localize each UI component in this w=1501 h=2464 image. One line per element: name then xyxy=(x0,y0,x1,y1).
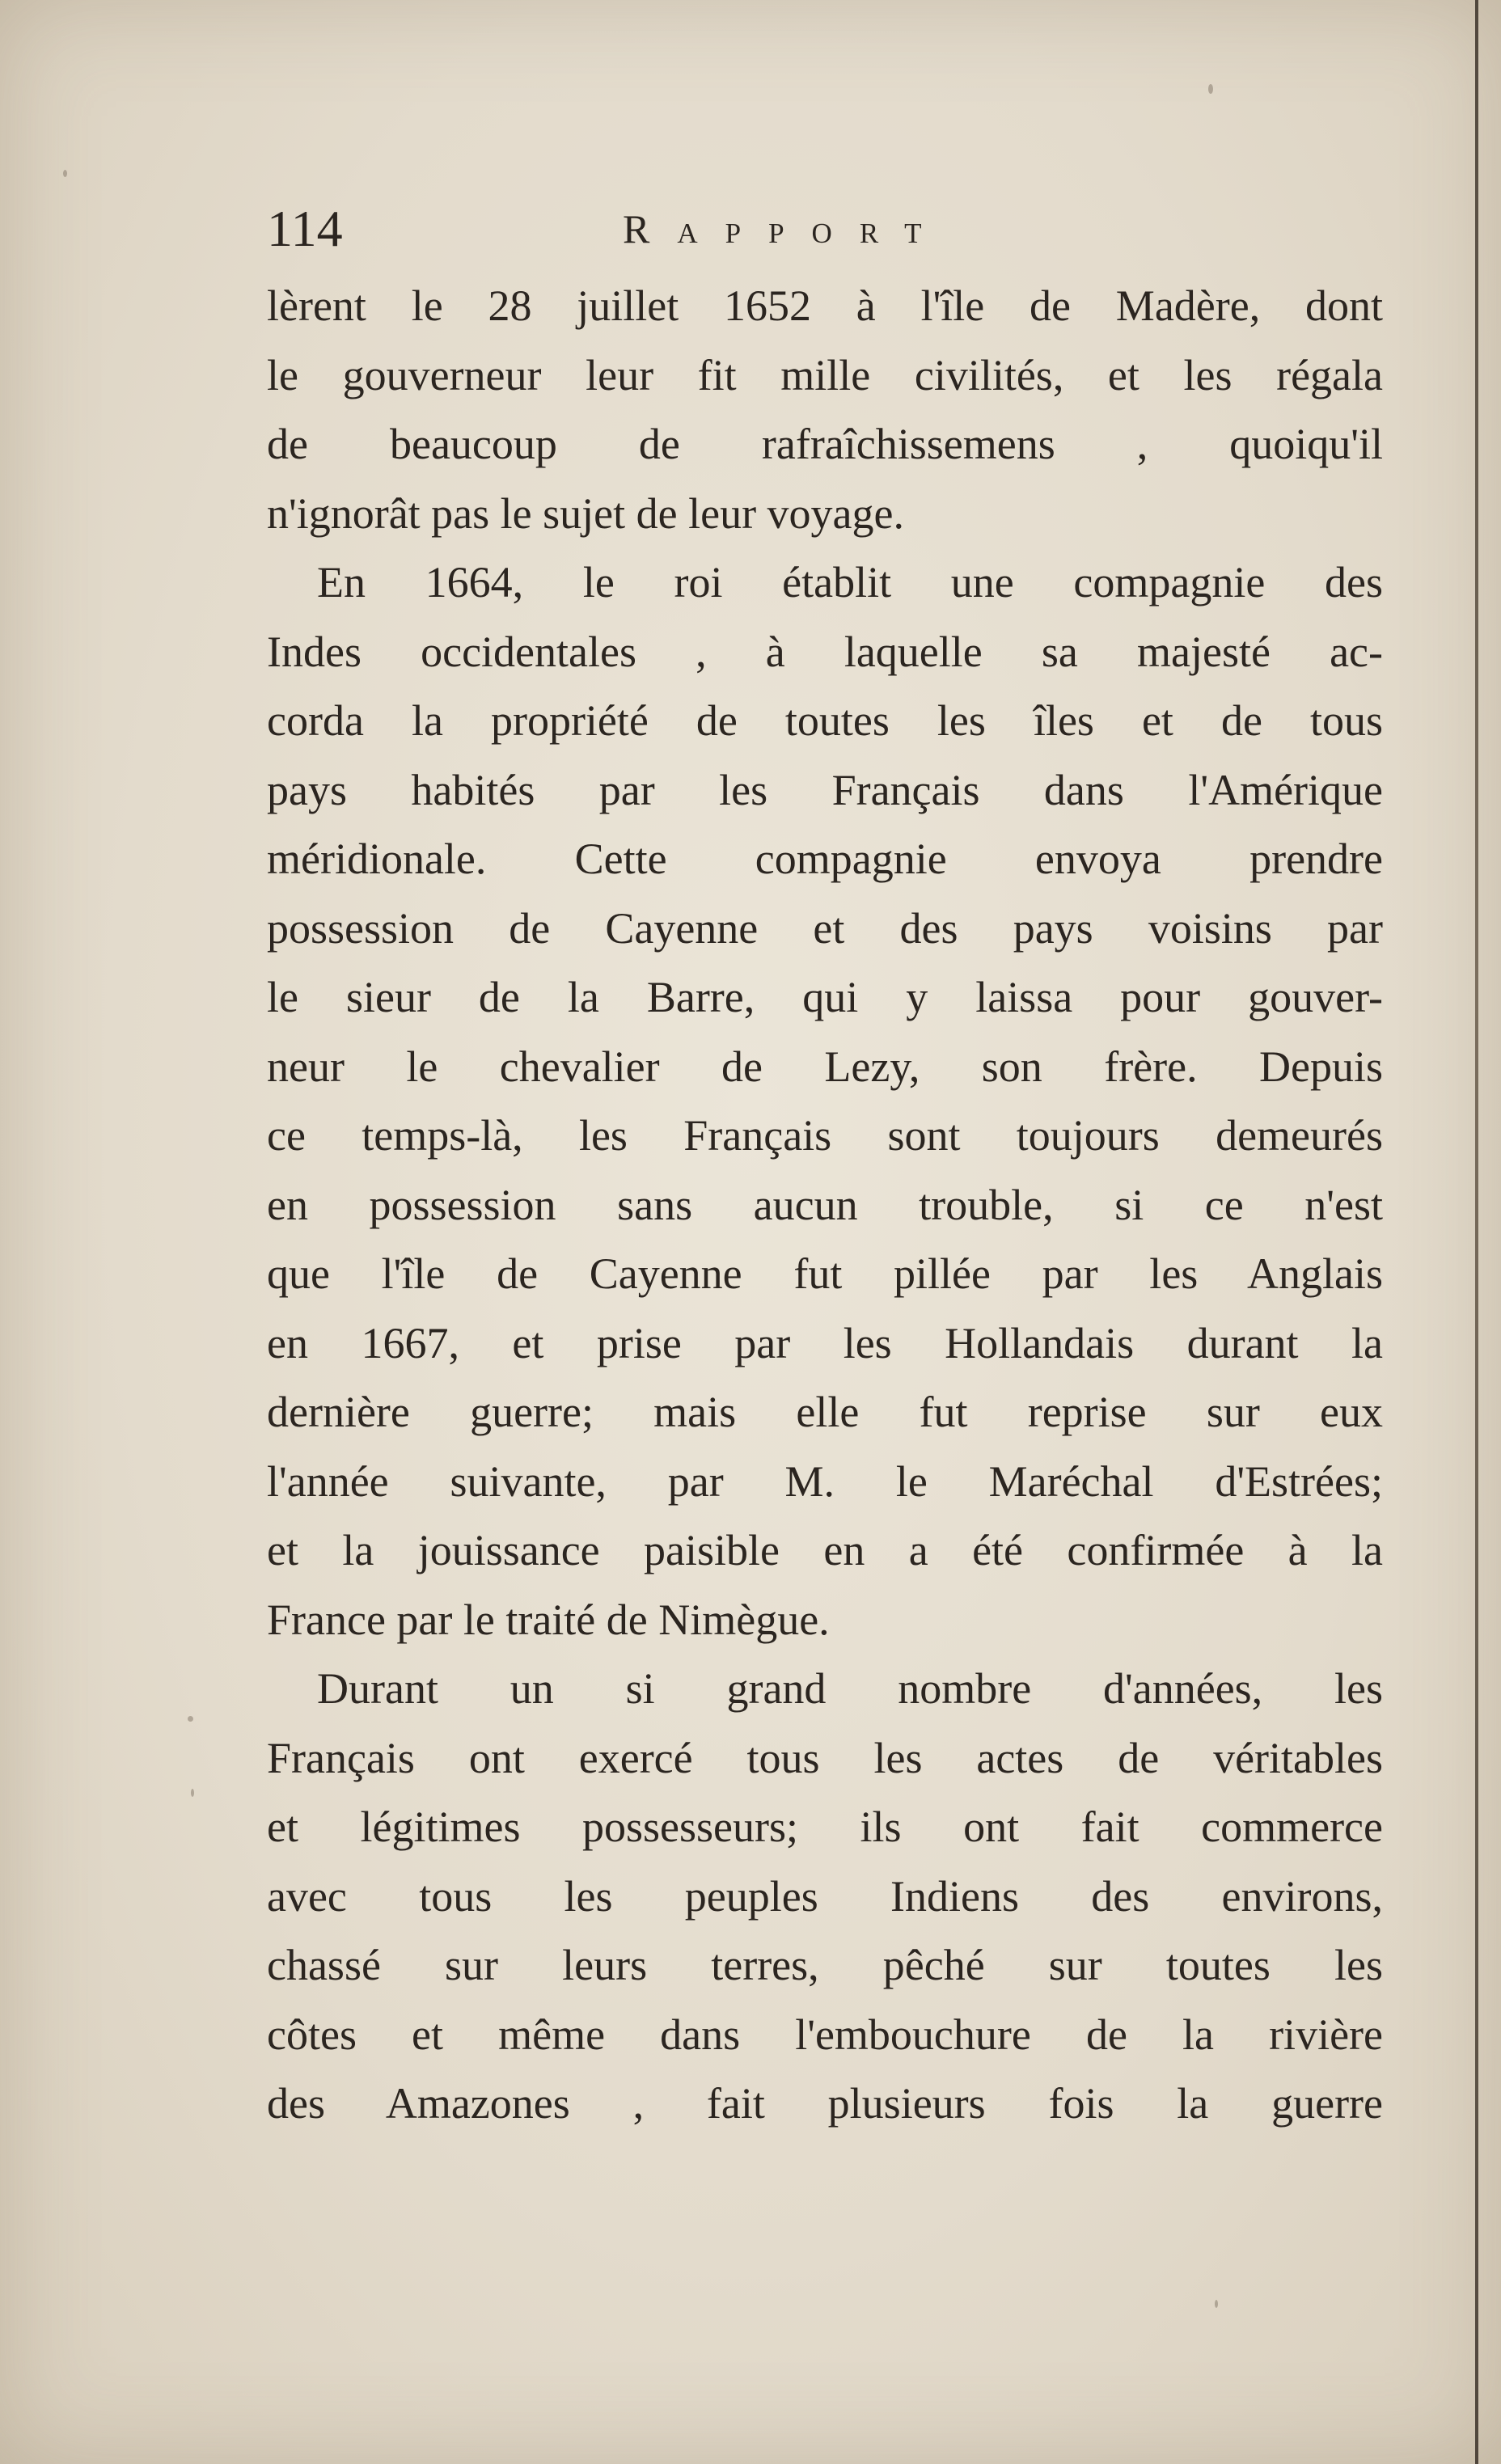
text-line: des Amazones , fait plusieurs fois la guerre xyxy=(267,2079,1383,2128)
text-line: en possession sans aucun trouble, si ce n'est xyxy=(267,1180,1383,1229)
text-line: Indes occidentales , à laquelle sa majesté ac- xyxy=(267,627,1383,676)
text-line: avec tous les peuples Indiens des environs, xyxy=(267,1871,1383,1921)
text-line: n'ignorât pas le sujet de leur voyage. xyxy=(267,488,904,538)
text-line: possession de Cayenne et des pays voisins par xyxy=(267,903,1383,953)
running-title: Rapport xyxy=(623,206,949,251)
text-line: lèrent le 28 juillet 1652 à l'île de Madère, dont xyxy=(267,281,1383,330)
paper-speck xyxy=(188,1716,193,1722)
body-text xyxy=(267,272,1383,2139)
paper-speck xyxy=(191,1789,194,1797)
text-line: ce temps-là, les Français sont toujours demeurés xyxy=(267,1111,1383,1160)
text-line: France par le traité de Nimègue. xyxy=(267,1595,830,1644)
text-line: corda la propriété de toutes les îles et de tous xyxy=(267,696,1383,745)
text-line: Français ont exercé tous les actes de véritables xyxy=(267,1733,1383,1782)
text-line: le sieur de la Barre, qui y laissa pour gouver- xyxy=(267,973,1383,1021)
text-line: de beaucoup de rafraîchissemens , quoiqu'il xyxy=(267,420,1383,468)
text-line: que l'île de Cayenne fut pillée par les Anglais xyxy=(267,1249,1383,1298)
text-line: pays habités par les Français dans l'Amérique xyxy=(267,765,1383,814)
text-line: et la jouissance paisible en a été confirmée à la xyxy=(267,1526,1383,1574)
text-line: neur le chevalier de Lezy, son frère. Depuis xyxy=(267,1042,1383,1091)
paper-speck xyxy=(63,170,67,177)
page-number: 114 xyxy=(267,200,343,257)
text-line: le gouverneur leur fit mille civilités, et les régala xyxy=(267,350,1383,399)
paper-speck xyxy=(1208,84,1213,94)
running-head xyxy=(267,192,1383,265)
text-line: chassé sur leurs terres, pêché sur toutes les xyxy=(267,1941,1383,1989)
text-line: méridionale. Cette compagnie envoya prendre xyxy=(267,835,1383,883)
text-line: en 1667, et prise par les Hollandais durant la xyxy=(267,1318,1383,1367)
text-line: et légitimes possesseurs; ils ont fait commerce xyxy=(267,1803,1383,1851)
paper-speck xyxy=(1215,2300,1218,2308)
text-line: Durant un si grand nombre d'années, les xyxy=(317,1664,1383,1713)
text-line: côtes et même dans l'embouchure de la rivière xyxy=(267,2010,1383,2059)
text-line: En 1664, le roi établit une compagnie des xyxy=(317,558,1383,606)
text-line: dernière guerre; mais elle fut reprise sur eux xyxy=(267,1388,1383,1436)
text-line: l'année suivante, par M. le Maréchal d'Estrées; xyxy=(267,1456,1383,1506)
page-gutter-edge xyxy=(1475,0,1478,2464)
